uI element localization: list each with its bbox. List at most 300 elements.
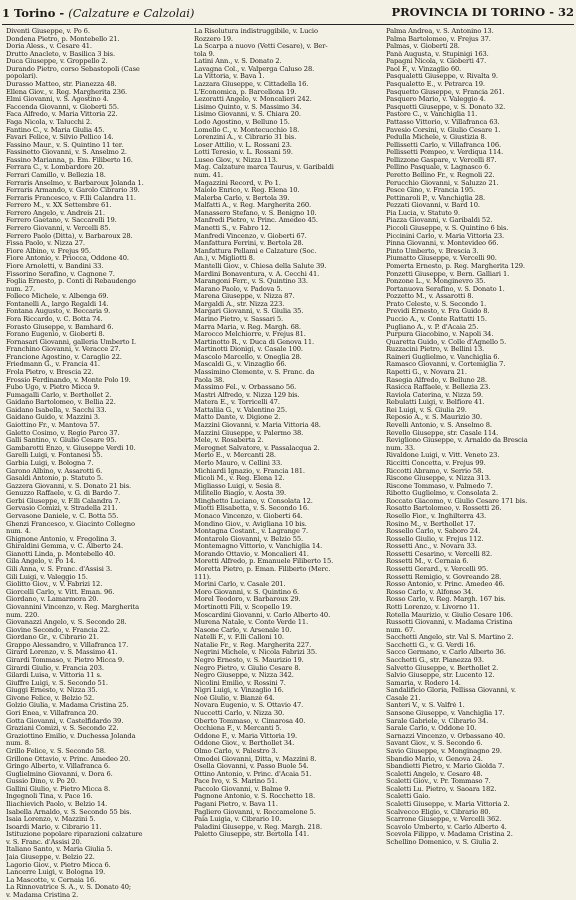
page-header xyxy=(2,2,574,26)
directory-entry: Palma Bartolomeo, v. Frejus 37. xyxy=(386,35,491,43)
directory-entry: L'Economica, p. Barcellona 19. xyxy=(194,88,297,96)
directory-entry: Rosatto Bartolomeo, v. Rossetti 26. xyxy=(386,505,502,513)
directory-entry: Margari Giovanni, v. S. Giulia 35. xyxy=(194,308,304,316)
directory-entry: Palma Andrea, v. S. Antonino 13. xyxy=(386,28,494,35)
directory-entry: Salvetto Giuseppe, v. Berthollet 2. xyxy=(386,664,499,672)
directory-entry: Scaletti Gaio. xyxy=(386,793,431,801)
directory-entry: Pellizzone Gaspare, v. Vercelli 87. xyxy=(386,156,497,164)
directory-entry: 111). xyxy=(194,573,211,581)
directory-entry: Mazzini Giuseppe, v. Palermo 38. xyxy=(194,429,304,437)
directory-entry: Schellino Domenico, v. S. Giulia 2. xyxy=(386,838,499,846)
directory-entry: Perucchio Giovanni, v. Saluzzo 21. xyxy=(386,179,499,187)
directory-entry: Faga Nicola, v. Talucchi 2. xyxy=(6,118,93,126)
directory-entry: Mazzini Giovanni, v. Maria Vittoria 48. xyxy=(194,422,321,430)
directory-entry: Genuzzo Raffaele, v. G. di Bardo 7. xyxy=(6,490,121,498)
directory-entry: Ferrero Paolo (Ditta), v. Barbaroux 28. xyxy=(6,232,133,240)
directory-entry: Gazzera Giovanni, v. S. Donato 21 bis. xyxy=(6,482,132,490)
directory-entry: Italiano Santo, v. Maria Giulia 5. xyxy=(6,846,113,854)
directory-entry: Ottino Antonio, v. Princ. d'Acaia 51. xyxy=(194,770,312,778)
directory-entry: Malerba Carlo, v. Bertola 39. xyxy=(194,194,290,202)
directory-entry: Rossetti Gerard., v. Vercelli 95. xyxy=(386,566,489,574)
directory-entry: Ferrero M., v. XX Settembre 61. xyxy=(6,202,112,210)
directory-entry: Mortinotti Fili, v. Scopello 19. xyxy=(194,603,292,611)
directory-entry: Salvio Giuseppe, str. Lucento 12. xyxy=(386,672,495,680)
directory-entry: Rasegia Alfredo, v. Belluno 28. xyxy=(386,376,487,384)
directory-entry: Pugliano A., v. P. d'Acaia 25. xyxy=(386,323,479,331)
directory-entry: Moretta Pietro, p. Eman. Filiberto (Merc. xyxy=(194,566,331,574)
directory-entry: Favari Felice, v. Silvio Pellico 14. xyxy=(6,134,114,142)
directory-entry: Pellino Pasquale, v. Lagnasco 6. xyxy=(386,164,491,172)
directory-entry: num. 67. xyxy=(386,626,416,634)
header-rule xyxy=(2,24,574,25)
directory-entry: Gervasone Daniele, v. C. Botta 55. xyxy=(6,513,119,520)
directory-entry: Gasaldi Antonio, p. Statuto 5. xyxy=(6,475,104,483)
directory-entry: Mag. Calzature marca Taurus, v. Garibaldi xyxy=(194,164,334,172)
directory-entry: Malfatti A., v. Reg. Margherita 260. xyxy=(194,202,312,210)
directory-entry: Foglia Ernesto, p. Conti di Rebaudengo xyxy=(6,278,136,286)
directory-entry: Fubo Ugo, v. Pietro Micca 9. xyxy=(6,384,100,392)
directory-entry: Militello Biagio, v. Aosta 39. xyxy=(194,490,287,498)
directory-entry: Drutto Anacleto, v. Basilica 3 bis. xyxy=(6,50,116,58)
directory-entry: Gambarotti Enzo, v. Giuseppe Verdi 10. xyxy=(6,444,136,452)
directory-entry: Francione Agostino, v. Caraglio 22. xyxy=(6,353,122,361)
directory-entry: Morando Ottavio, v. Moncalieri 41. xyxy=(194,550,309,558)
directory-entry: Giuffre Luigi, v. S. Secondo 51. xyxy=(6,679,108,687)
directory-entry: Giuggi Ernesto, v. Nizza 35. xyxy=(6,687,98,695)
directory-entry: Marena Giuseppe, v. Nizza 87. xyxy=(194,293,295,301)
directory-entry: Rossetti Cesarino, v. Vercelli 82. xyxy=(386,550,493,558)
directory-entry: An.), v. Migliotti 8. xyxy=(194,255,255,263)
directory-entry: num. 33. xyxy=(386,444,416,452)
directory-entry: Dondena Pietro, p. Montebello 21. xyxy=(6,35,120,43)
directory-entry: Rossetti M., v. Cernaia 6. xyxy=(386,558,469,566)
directory-entry: Gianotti Linda, p. Montebello 40. xyxy=(6,550,116,558)
directory-entry: Fassinetto Giovanni, v. S. Anselmo 2. xyxy=(6,149,127,157)
directory-entry: Pia Lucia, v. Statuto 9. xyxy=(386,209,460,217)
directory-entry: Paccolo Giovanni, v. Balme 9. xyxy=(194,785,291,793)
directory-entry: Ferrero Giovanni, v. Vercelli 85. xyxy=(6,225,111,233)
directory-entry: Graziani Comizi, v. S. Secondo 22. xyxy=(6,725,119,733)
directory-entry: Negro Giuseppe, v. Nizza 342. xyxy=(194,672,294,680)
directory-entry: Isaia Lorenzo, v. Mazzini 5. xyxy=(6,816,96,824)
directory-entry: Moro Giovanni, v. S. Quintino 6. xyxy=(194,588,300,596)
directory-entry: Ramasco Giovanni, v. Cortemiglia 7. xyxy=(386,361,506,369)
directory-entry: Peretto Bellino Fr., v. Regnoli 22. xyxy=(386,171,495,179)
directory-entry: Sacchetti Angelo, str. Val S. Martino 2. xyxy=(386,634,514,642)
directory-entry: Pinna Giovanni, v. Montevideo 66. xyxy=(386,240,499,248)
directory-entry: Lezoratti Angelo, v. Moncalieri 242. xyxy=(194,96,312,104)
directory-entry: Faccenda Giovanni, v. Gioberti 55. xyxy=(6,103,119,111)
directory-entry: Galli Santino, v. Giulio Cesare 95. xyxy=(6,437,117,445)
directory-entry: Gervasio Comizi, v. Stradella 211. xyxy=(6,505,118,513)
directory-entry: Marangoni Ferr., v. S. Quintino 33. xyxy=(194,278,308,286)
directory-entry: Galetto Cosimo, v. Regio Parco 37. xyxy=(6,429,120,437)
directory-entry: Pasquetto Giuseppe, v. Francia 261. xyxy=(386,88,505,96)
directory-entry: num. 4. xyxy=(6,528,31,536)
directory-entry: Pellissetti Carlo, v. Villafranca 106. xyxy=(386,141,502,149)
page-number-right: 32 xyxy=(557,5,574,19)
directory-entry: Gila Angelo, v. Po 14. xyxy=(6,558,76,566)
directory-entry: Paia Luigia, v. Cibrario 10. xyxy=(194,816,282,824)
directory-entry: Fissorino Serafino, v. Cagnone 7. xyxy=(6,270,115,278)
directory-entry: Fora Riccardo, v. C. Botta 74. xyxy=(6,315,103,323)
directory-entry: Rotella Maurizio, v. Giulio Cesare 106. xyxy=(386,611,513,619)
directory-entry: Givone Felice, v. Belzio 52. xyxy=(6,694,95,702)
directory-entry: Massimo Fel., v. Orbassano 56. xyxy=(194,384,297,392)
directory-entry: Margaldi A., str. Nizza 223. xyxy=(194,300,285,308)
directory-entry: Gaiottino Fr., v. Mantova 57. xyxy=(6,422,100,430)
directory-entry: Mascolo Marcello, v. Oneglia 28. xyxy=(194,353,302,361)
directory-entry: Montarolo Giovanni, v. Belzio 55. xyxy=(194,535,304,543)
directory-entry: La Vittoria, v. Bava 1. xyxy=(194,73,265,81)
directory-entry: Miotti Elisabetta, v. S. Secondo 16. xyxy=(194,505,309,513)
directory-entry: Pasqualetto E., v. Petrarca 19. xyxy=(386,81,485,89)
directory-entry: Fassino Maur., v. S. Quintino 11 ter. xyxy=(6,141,124,149)
directory-entry: Manassero Stefano, v. S. Benigno 10. xyxy=(194,209,317,217)
directory-entry: Murena Natale, v. Conte Verde 11. xyxy=(194,619,309,627)
directory-entry: Sandalificio Gloria, Pellissa Giovanni, v. xyxy=(386,687,516,695)
directory-entry: Oddone Giov., v. Berthollet 34. xyxy=(194,740,295,748)
directory-entry: Manfredi Vincenzo, v. Gioberti 67. xyxy=(194,232,307,240)
directory-entry: Fontanelli A., largo Regaldi 14. xyxy=(6,300,109,308)
directory-entry: Sarale Gabriele, v. Cibrario 34. xyxy=(386,717,489,725)
directory-entry: Graziottino Emilio, v. Duchessa Jolanda xyxy=(6,732,136,740)
directory-entry: Pesce Gino, v. Francia 195. xyxy=(386,187,476,195)
directory-entry: Paola 38. xyxy=(194,376,225,384)
section-title-right: PROVINCIA DI TORINO xyxy=(391,5,546,19)
directory-entry: Ghiraldini Gemma, v. C. Alberto 24. xyxy=(6,543,124,551)
directory-entry: Elmi Giovanni, v. S. Agostino 4. xyxy=(6,96,109,104)
directory-entry: Mattaliia G., v. Valentino 25. xyxy=(194,406,287,414)
directory-entry: Giovanazzi Angelo, v. S. Secondo 28. xyxy=(6,619,127,627)
directory-entry: Rapetti G., v. Novara 21. xyxy=(386,369,467,377)
directory-entry: Pasqualetti Giuseppe, v. Rivalta 9. xyxy=(386,73,498,81)
directory-entry: Morini Carlo, v. Casale 201. xyxy=(194,581,286,589)
directory-entry: Giovine Secondo, v. Francia 22. xyxy=(6,626,110,634)
directory-entry: Gerbi Giuseppe, v. F.lli Calandra 7. xyxy=(6,497,121,505)
directory-entry: Fassino Marianna, p. Em. Filiberto 16. xyxy=(6,156,133,164)
directory-entry: Riccotti Abramo, v. Serrio 58. xyxy=(386,467,484,475)
directory-entry: Sarnazzi Vincenzo, v. Orbassano 40. xyxy=(386,732,505,740)
directory-entry: Marra Maria, v. Reg. Margh. 68. xyxy=(194,323,301,331)
directory-entry: Latini Ann., v. S. Donato 2. xyxy=(194,58,282,66)
directory-entry: Pastore C., v. Vanchiglia 11. xyxy=(386,111,478,119)
directory-entry: Sacco Germano, v. Carlo Alberto 36. xyxy=(386,649,506,657)
directory-entry: Ferrero Gaetano, v. Saccarelli 19. xyxy=(6,217,117,225)
directory-entry: Sbandio Mario, v. Genova 24. xyxy=(386,755,483,763)
directory-entry: Lisimo Quinto, v. S. Massimo 34. xyxy=(194,103,302,111)
directory-entry: Revello Giuseppe, str. Casale 114. xyxy=(386,429,499,437)
directory-entry: Gaidano Isabella, v. Sacchi 33. xyxy=(6,406,107,414)
directory-entry: Mastri Alfredo, v. Nizza 129 bis. xyxy=(194,391,300,399)
directory-entry: Girard Lorenzo, v. S. Massimo 41. xyxy=(6,649,118,657)
directory-entry: Fiore Antonio, v. Priocca, Oddone 40. xyxy=(6,255,129,263)
directory-entry: Fumagalli Carlo, v. Berthollet 2. xyxy=(6,391,112,399)
directory-entry: Nicolini Emilio, v. Rossini 7. xyxy=(194,679,286,687)
directory-entry: Ponzone L., v. Monginevro 35. xyxy=(386,278,486,286)
header-left xyxy=(2,6,194,20)
directory-entry: La Mascotte, v. Cernaia 16. xyxy=(6,876,97,884)
directory-entry: Scaletti Lu. Pietro, v. Saoara 182. xyxy=(386,785,497,793)
directory-entry: Savant Giov., v. S. Secondo 6. xyxy=(386,740,483,748)
directory-entry: Paol F., v. Vinzaglio 60. xyxy=(386,65,462,73)
directory-entry: Rosino M., v. Berthollet 17. xyxy=(386,520,476,528)
directory-entry: Pagani Pietro, v. Bava 11. xyxy=(194,800,278,808)
directory-entry: Fiore Albino, v. Frejus 95. xyxy=(6,247,91,255)
directory-entry: Monaco Vincenzo, v. Gioberti 64. xyxy=(194,513,303,520)
directory-entry: num. 8. xyxy=(6,740,31,748)
section-subtitle-left: (Calzature e Calzolai) xyxy=(68,6,195,20)
page-number-left: 1 xyxy=(2,6,11,20)
directory-entry: Rei Luigi, v. S. Giulia 29. xyxy=(386,406,467,414)
directory-entry: Ruzzacini Pietro, v. Bellini 13. xyxy=(386,346,485,354)
directory-entry: Pattasso Vittorio, v. Villafranca 63. xyxy=(386,118,500,126)
directory-entry: Portanuova Serafino, v. S. Donato 1. xyxy=(386,285,505,293)
directory-entry: v. Madama Cristina 2. xyxy=(6,891,79,898)
directory-entry: Lazzara Giuseppe, v. Cittadella 16. xyxy=(194,81,309,89)
directory-entry: Moretti Alfredo, p. Emanuele Filiberto 15. xyxy=(194,558,334,566)
directory-entry: Piazza Giovanni, v. Garibaldi 52. xyxy=(386,217,493,225)
directory-entry: Rasicca Raffaele, v. Bellezia 23. xyxy=(386,384,491,392)
directory-entry: Previdi Ernesto, v. Fra Guido 8. xyxy=(386,308,490,316)
directory-entry: Lotti Teresio, v. L. Rossani 59. xyxy=(194,149,293,157)
directory-entry: Rotti Lorenzo, v. Livorno 11. xyxy=(386,603,480,611)
directory-entry: num. 27. xyxy=(6,285,36,293)
directory-entry: tola 9. xyxy=(194,50,215,58)
directory-entry: Prato Celeste, v. S. Secondo 1. xyxy=(386,300,487,308)
directory-entry: Sansone Giuseppe, v. Vanchiglia 17. xyxy=(386,710,505,718)
directory-entry: Marino Pietro, v. Sassari 5. xyxy=(194,315,284,323)
directory-entry: Matto Dante, v. Digione 2. xyxy=(194,414,281,422)
directory-entry: Ponzetti Giuseppe, v. Bern. Galliari 1. xyxy=(386,270,510,278)
directory-entry: Duca Giuseppe, v. Groppello 2. xyxy=(6,58,108,66)
directory-entry: Ghenzi Francesco, v. Giacinto Collegno xyxy=(6,520,135,528)
directory-entry: Revelli Antonio, v. S. Anselmo 8. xyxy=(386,422,492,430)
directory-entry: Jaia Giuseppe, v. Belzio 22. xyxy=(6,854,95,862)
directory-entry: Frossio Ferdinando, v. Monte Polo 19. xyxy=(6,376,131,384)
directory-entry: Revigliono Giuseppe, v. Arnaldo da Brescia xyxy=(386,437,528,445)
directory-entry: Mele, v. Rosaberta 2. xyxy=(194,437,264,445)
directory-entry: Pavesio Corsini, v. Giulio Cesare 1. xyxy=(386,126,501,134)
directory-entry: Gringo Alberto, v. Villafranca 6. xyxy=(6,763,111,771)
directory-entry: Martinotti Dionigi, v. Casale 100. xyxy=(194,346,303,354)
directory-entry: Pomerta Ernesto, p. Reg. Margherita 129. xyxy=(386,262,525,270)
header-separator: - xyxy=(549,5,554,19)
directory-entry: Raineri Guglielmo, v. Vanchiglia 6. xyxy=(386,353,500,361)
directory-entry: Friedmann G., v. Francia 41. xyxy=(6,361,100,369)
directory-entry: Rosso Carlo, v. Reg. Margh. 167 bis. xyxy=(386,596,506,604)
directory-entry: Faca Alfredo, v. Maria Vittoria 22. xyxy=(6,111,118,119)
directory-entry: Ferrari Camillo, v. Bellezia 18. xyxy=(6,171,106,179)
directory-entry: Nasone Carlo, v. Arsenale 10. xyxy=(194,626,292,634)
directory-entry: Piccoli Giuseppe, v. S. Quintino 6 bis. xyxy=(386,225,509,233)
directory-entry: Istituzione popolare riparazioni calzature xyxy=(6,831,143,839)
directory-entry: Rossetti Remigio, v. Govreando 28. xyxy=(386,573,502,581)
directory-entry: Manfattura Pellami e Calzature (Soc. xyxy=(194,247,317,255)
directory-entry: Mantelli Giov., v. Chiesa della Salute 39. xyxy=(194,262,327,270)
directory-entry: Roccato Giacomo, v. Giulio Cesare 171 bis. xyxy=(386,497,528,505)
directory-entry: Gori Enea, v. Villafranca 20. xyxy=(6,710,99,718)
directory-entry: Massimino Clemente, v. S. Franc. da xyxy=(194,369,315,377)
directory-entry: Gotta Giovanni, v. Castelfidardo 39. xyxy=(6,717,124,725)
directory-entry: Ellena Giov., v. Reg. Margherita 236. xyxy=(6,88,128,96)
directory-entry: Gili Anna, v. S. Franc. d'Assisi 3. xyxy=(6,566,113,574)
directory-entry: Rosello Fior., v. Inghilterra 43. xyxy=(386,513,487,520)
directory-entry: Ferraris Armando, v. Garolo Cibrario 39. xyxy=(6,187,140,195)
directory-entry: Negrini Michele, v. Nicola Fabrizi 35. xyxy=(194,649,318,657)
directory-entry: v. S. Franc. d'Assisi 20. xyxy=(6,838,82,846)
directory-entry: Montagna Costant., v. Lagrange 7. xyxy=(194,528,309,536)
directory-entry: Paletto Giuseppe, str. Bertolla 141. xyxy=(194,831,310,839)
directory-entry: Ferraris Francesco, v. F.lli Calandra 11. xyxy=(6,194,136,202)
directory-entry: Maiolo Enrico, v. Reg. Elena 10. xyxy=(194,187,300,195)
directory-entry: Pace Ivo, v. S. Marino 51. xyxy=(194,778,278,786)
directory-entry: Oberto Tommaso, v. Cimarosa 40. xyxy=(194,717,306,725)
directory-entry: Pozzetto M., v. Assarotti 8. xyxy=(386,293,474,301)
directory-entry: Sbandietti Pietro, v. Mario Giolda 7. xyxy=(386,763,505,771)
column-2 xyxy=(194,28,378,898)
directory-entry: Scaletti Giov., v. Pr. Tommaso 7. xyxy=(386,778,491,786)
directory-entry: Loser Attilio, v. L. Rossani 23. xyxy=(194,141,292,149)
directory-entry: La Risolutura indistruggibile, v. Lucio xyxy=(194,28,318,35)
directory-entry: Fontana Augusto, v. Beccaria 9. xyxy=(6,308,111,316)
directory-entry: Grillone Ottavio, v. Princ. Amedeo 20. xyxy=(6,755,131,763)
directory-entry: Mardini Bonaventura, v. A. Cecchi 41. xyxy=(194,270,320,278)
column-3 xyxy=(386,28,570,898)
directory-entry: Durasso Matteo, str. Pianezza 48. xyxy=(6,81,117,89)
directory-entry: popolari). xyxy=(6,73,38,81)
directory-entry: Scaletti Angelo, v. Cesaro 48. xyxy=(386,770,483,778)
directory-entry: Pasquetti Giuseppe, v. S. Donato 32. xyxy=(386,103,506,111)
directory-entry: Piumatto Giuseppe, v. Vercelli 90. xyxy=(386,255,497,263)
directory-entry: Giolitto Giov., v. V. Fabrizi 12. xyxy=(6,581,103,589)
directory-entry: Pasquero Mario, v. Valeggio 4. xyxy=(386,96,486,104)
directory-entry: Savio Giuseppe, v. Monginagno 29. xyxy=(386,747,502,755)
directory-entry: Casale 21. xyxy=(386,694,421,702)
directory-entry: Giordano Gr., v. Cibrario 21. xyxy=(6,634,99,642)
directory-entry: Garelli Luigi, v. Fontanesi 55. xyxy=(6,452,103,460)
directory-entry: Rebulatti Luigi, v. Belfiore 41. xyxy=(386,399,485,407)
directory-entry: Michiardi Ignazio, v. Francia 181. xyxy=(194,467,305,475)
directory-entry: Ribotto Guglielmo, v. Consolata 2. xyxy=(386,490,498,498)
directory-entry: Sacchetti G., v. G. Verdi 16. xyxy=(386,641,476,649)
directory-entry: Rosso Carlo, v. Alfonso 34. xyxy=(386,588,474,596)
directory-entry: Fissa Paolo, v. Nizza 27. xyxy=(6,240,85,248)
directory-entry: Mascaldi G., v. Vinzaglio 66. xyxy=(194,361,287,369)
directory-entry: Russotti Giovanni, v. Madama Cristina xyxy=(386,619,513,627)
directory-entry: Moscardini Giovanni, v. Carlo Alberto 40. xyxy=(194,611,331,619)
directory-entry: Grillo Felice, v. S. Secondo 58. xyxy=(6,747,106,755)
directory-entry: Pinto Umberto, v. Brescia 3. xyxy=(386,247,479,255)
directory-entry: Diventi Giuseppe, v. Po 6. xyxy=(6,28,90,35)
directory-entry: Pagliero Giovanni, v. Roccamelone 5. xyxy=(194,808,316,816)
directory-entry: Rossello Giulio, v. Frejus 112. xyxy=(386,535,484,543)
directory-entry: Purpura Giacobino, v. Napoli 34. xyxy=(386,331,494,339)
directory-entry: Pagnone Antonio, v. S. Rocchetto 18. xyxy=(194,793,315,801)
directory-entry: Riccitti Concetta, v. Frejus 99. xyxy=(386,459,486,467)
directory-entry: Scevola Filippo, v. Madama Cristina 2. xyxy=(386,831,513,839)
directory-entry: Garono Albino, v. Assarotti 6. xyxy=(6,467,103,475)
directory-entry: Forasto Giuseppe, v. Bamhard 6. xyxy=(6,323,114,331)
directory-entry: Negro Ernesto, v. S. Maurizio 19. xyxy=(194,656,304,664)
directory-entry: Manfattura Ferrini, v. Bertola 28. xyxy=(194,240,304,248)
directory-entry: Ferrero Angelo, v. Andreis 21. xyxy=(6,209,105,217)
directory-entry: Occhiena F., v. Mercanti 5. xyxy=(194,725,282,733)
directory-entry: Matera E., v. Torricelli 47. xyxy=(194,399,280,407)
directory-entry: Riscone Tommaso, v. Palmedo 7. xyxy=(386,482,493,490)
directory-entry: Lisimo Giovanni, v. S. Chiara 20. xyxy=(194,111,301,119)
directory-entry: Lorenzini A., v. Cibrario 31 bis. xyxy=(194,134,297,142)
directory-entry: Migliasso Luigi, v. Sesia 8. xyxy=(194,482,282,490)
directory-entry: Natalie Fr., v. Reg. Margherita 227. xyxy=(194,641,312,649)
directory-entry: Quaretta Guido, v. Colle d'Agnello 5. xyxy=(386,338,507,346)
directory-entry: Franchino Giovanni, v. Veracce 27. xyxy=(6,346,121,354)
column-1 xyxy=(6,28,190,898)
directory-entry: Papagni Nicola, v. Gioberti 47. xyxy=(386,58,487,66)
directory-entry: Isoardi Mario, v. Cibrario 11. xyxy=(6,823,102,831)
directory-entry: Luseo Giov., v. Nizza 113. xyxy=(194,156,278,164)
directory-entry: Iliachievich Paolo, v. Belzio 14. xyxy=(6,800,108,808)
directory-entry: Ingegnoli Tina, v. Pace 16. xyxy=(6,793,93,801)
directory-entry: Forano Eugenio, v. Gioberti 8. xyxy=(6,331,105,339)
directory-entry: Natelli F., v. F.lli Calloni 10. xyxy=(194,634,284,642)
section-title-left: Torino - xyxy=(14,6,65,20)
directory-entry: Girardi Giulio, v. Francia 203. xyxy=(6,664,104,672)
directory-entry: Manfredi Pietro, v. Princ. Amedeo 45. xyxy=(194,217,318,225)
directory-entry: Lomello C., v. Montecucchio 18. xyxy=(194,126,300,134)
directory-entry: Rosso Antonio, v. Princ. Amedeo 46. xyxy=(386,581,505,589)
directory-entry: Piccinini Carlo, v. Maria Vittoria 23. xyxy=(386,232,505,240)
directory-entry: Nigri Luigi, v. Vinzaglio 16. xyxy=(194,687,284,695)
directory-entry: Giordano, v. Lamarmora 20. xyxy=(6,596,99,604)
directory-entry: Isabella Arnaldo, v. S. Secondo 55 bis. xyxy=(6,808,132,816)
directory-entry: La Scarpa a nuovo (Vetti Cesare), v. Ber- xyxy=(194,43,328,51)
directory-entry: Rossetti Anc., v. Novara 33. xyxy=(386,543,477,551)
directory-entry: Pezzati Giovanni, v. Bard 10. xyxy=(386,202,480,210)
directory-entry: Guglielmino Giovanni, v. Dora 6. xyxy=(6,770,113,778)
directory-entry: num. 41. xyxy=(194,171,224,179)
directory-entry: Merlo E., v. Mercanti 28. xyxy=(194,452,276,460)
directory-entry: Morel Teodoro, v. Barbaroux 29. xyxy=(194,596,301,604)
directory-entry: Gili Luigi, v. Valeggio 15. xyxy=(6,573,88,581)
directory-entry: Panà Augusta, v. Stupinigi 163. xyxy=(386,50,489,58)
directory-entry: Riscone Giuseppe, v. Nizza 313. xyxy=(386,475,491,483)
directory-entry: Gilardi Luisa, v. Vittoria 11 s. xyxy=(6,672,102,680)
directory-entry: Magazzini Record, v. Po 1. xyxy=(194,179,281,187)
directory-entry: Giorcelli Carlo, v. Vitt. Eman. 96. xyxy=(6,588,115,596)
directory-entry: Sacchetti G., str. Pianezza 93. xyxy=(386,656,484,664)
directory-entry: Montemagno Vittorio, v. Vanchiglia 14. xyxy=(194,543,323,551)
header-right xyxy=(391,5,574,19)
directory-entry: Minghetto Luciano, v. Consolata 12. xyxy=(194,497,313,505)
directory-entry: Scavolo Umberto, v. Carlo Alberto 4. xyxy=(386,823,507,831)
directory-entry: Gaidano Bartolomeo, v. Bellia 22. xyxy=(6,399,116,407)
directory-entry: Grappo Alessandro, v. Villafranca 17. xyxy=(6,641,129,649)
directory-entry: Gallini Giulio, v. Pietro Micca 8. xyxy=(6,785,111,793)
directory-entry: Puccio A., v. Conte Rattatti 15. xyxy=(386,315,487,323)
directory-entry: Samaria, v. Rodero 14. xyxy=(386,679,461,687)
directory-entry: Frola Pietro, v. Brescia 22. xyxy=(6,369,94,377)
directory-entry: Omodei Giovanni, Ditta, v. Mazzini 8. xyxy=(194,755,317,763)
directory-entry: Gaidano Guido, v. Mazzini 3. xyxy=(6,414,100,422)
directory-entry: Martinotto R., v. Duca di Genova 11. xyxy=(194,338,314,346)
directory-entry: Lodo Agostino, v. Belluno 15. xyxy=(194,118,290,126)
directory-entry: Pellissetti Pompeo, v. Verdiqua 114. xyxy=(386,149,504,157)
directory-entry: Fantino C., v. Maria Giulia 45. xyxy=(6,126,105,134)
directory-entry: Nuccetti Carlo, v. Nizza 30. xyxy=(194,710,285,718)
directory-entry: Rozzero 19. xyxy=(194,35,233,43)
directory-entry: Sarale Carlo, v. Oddone 10. xyxy=(386,725,477,733)
